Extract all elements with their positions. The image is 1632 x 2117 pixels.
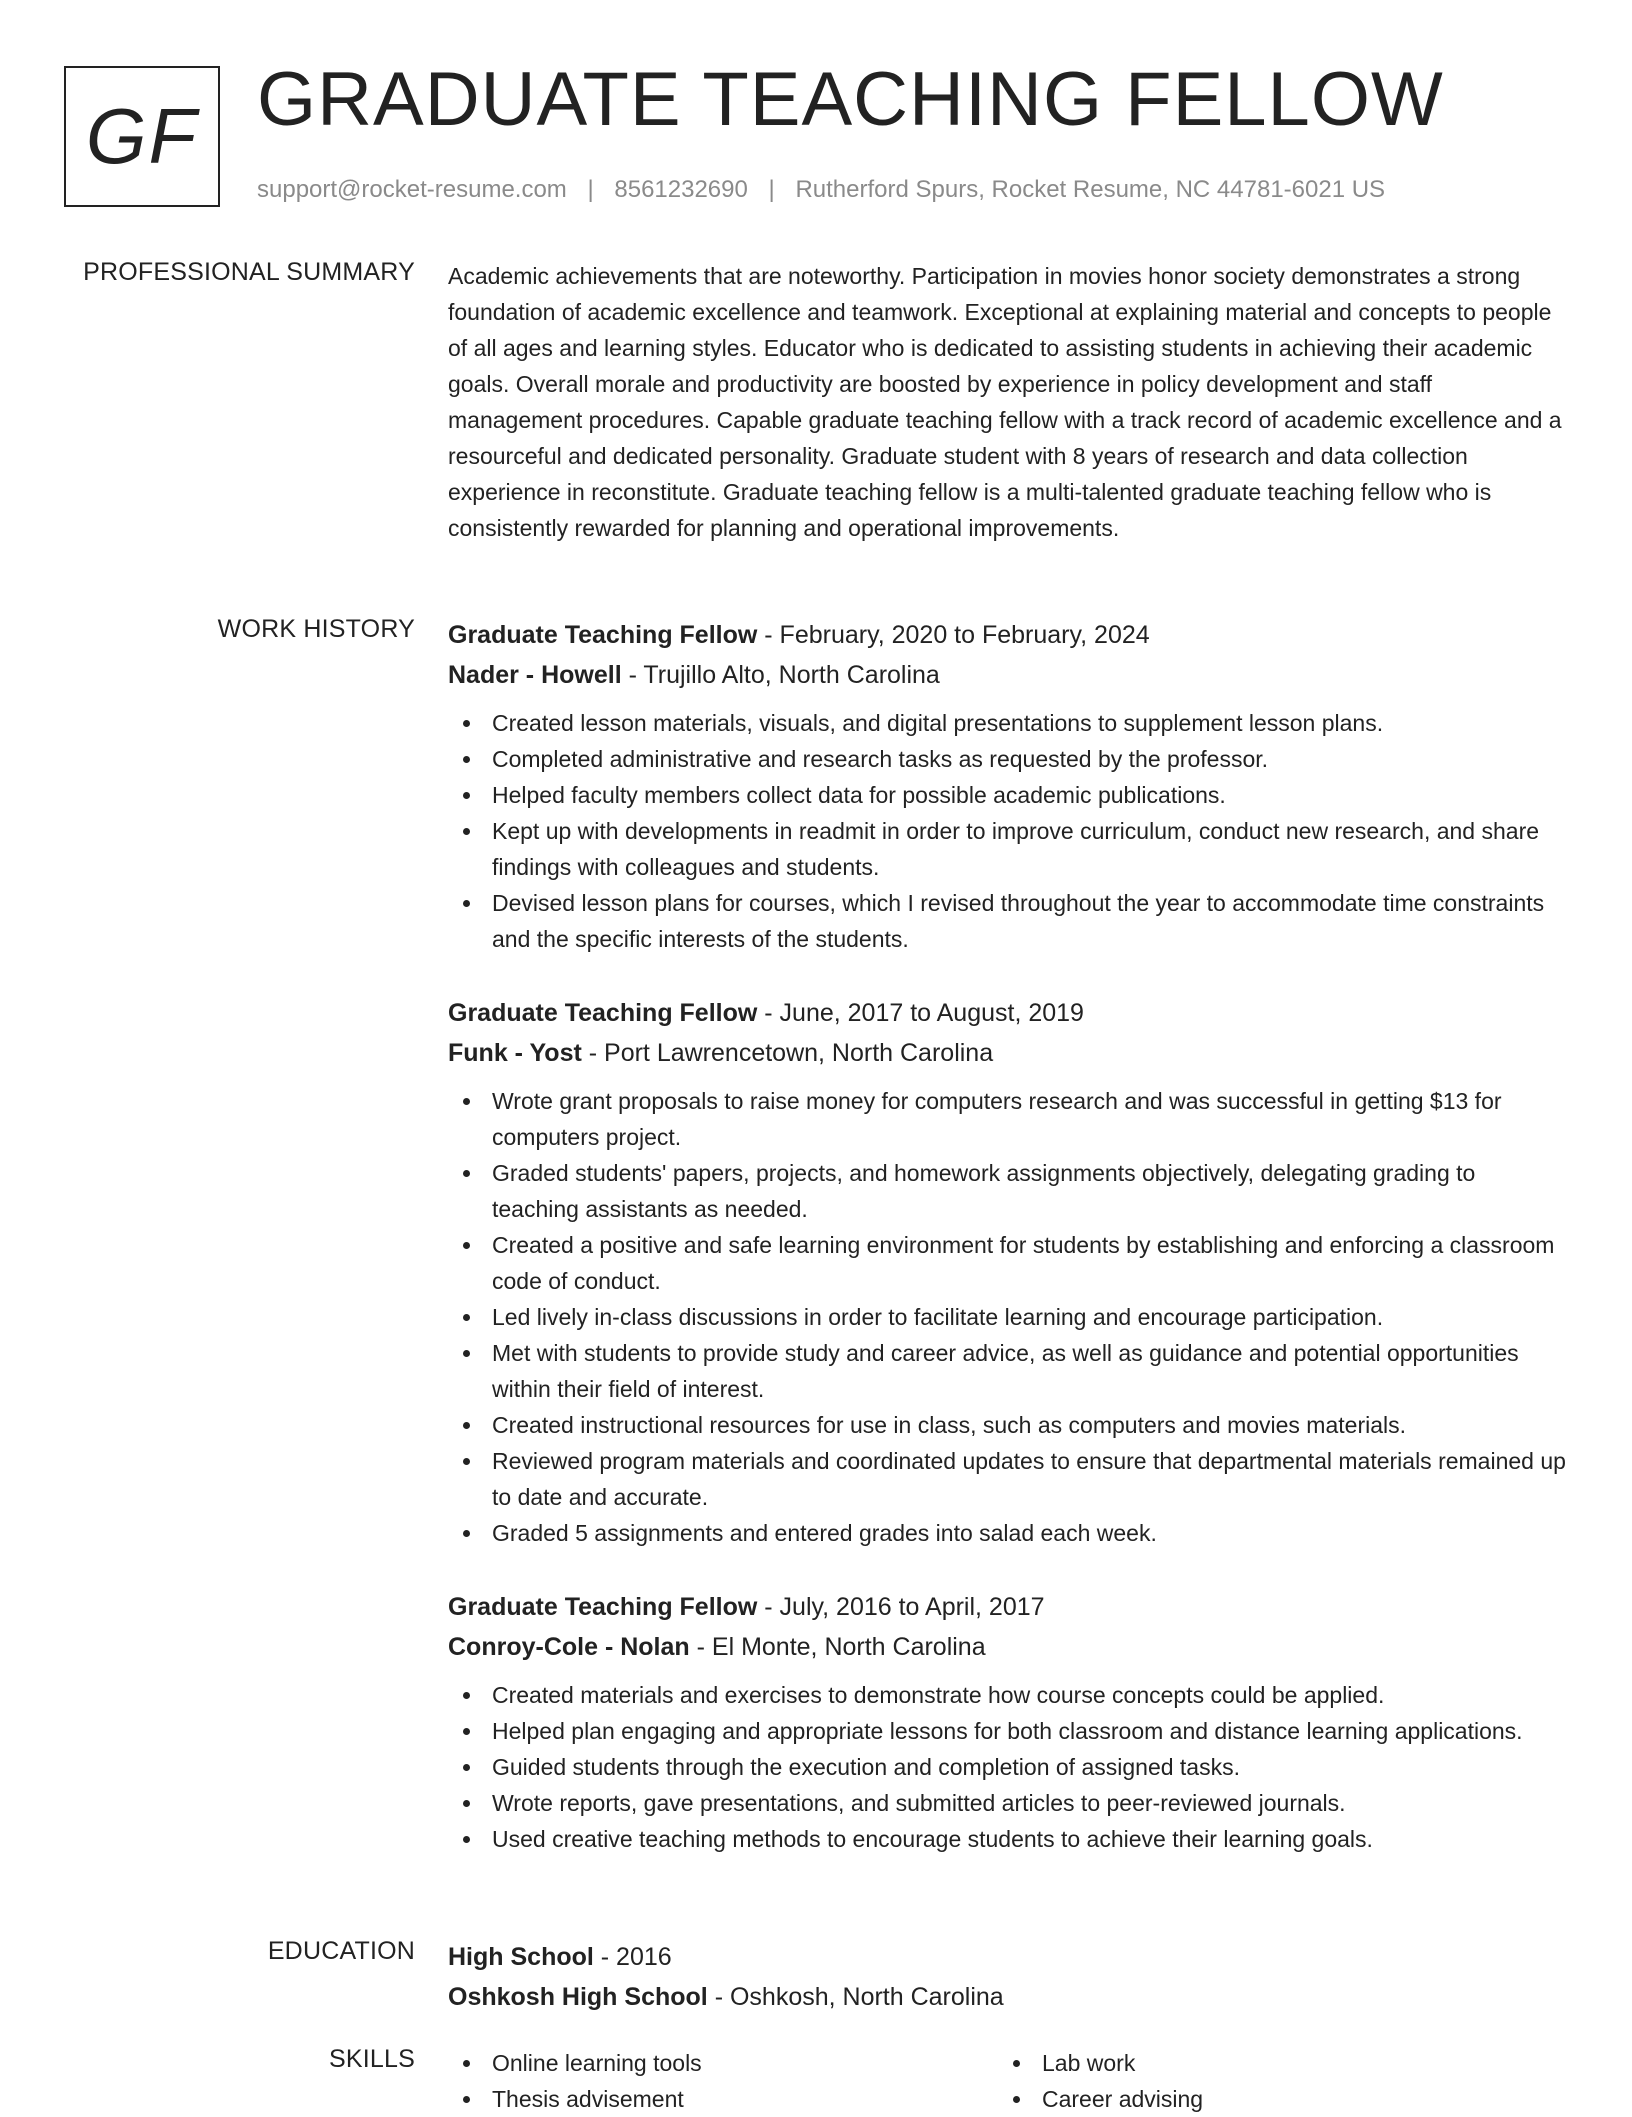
skills-column-right — [998, 2045, 1548, 2117]
job-entry — [448, 993, 1566, 1551]
list-item: Lab work — [1042, 2045, 1548, 2081]
job-bullets — [448, 705, 1566, 957]
job-entry — [448, 615, 1566, 957]
list-item: Created instructional resources for use in class, such as computers and movies materials. — [492, 1407, 1566, 1443]
resume-header — [64, 57, 1584, 216]
contact-separator: | — [587, 176, 594, 203]
job-entry — [448, 1587, 1566, 1857]
job-dates: - July, 2016 to April, 2017 — [757, 1593, 1045, 1621]
list-item: Completed administrative and research tasks as requested by the professor. — [492, 741, 1566, 777]
section-label-work-history: WORK HISTORY — [217, 615, 415, 643]
job-bullets — [448, 1677, 1566, 1857]
job-title-line — [448, 1587, 1566, 1627]
list-item: Created lesson materials, visuals, and digital presentations to supplement lesson plans. — [492, 705, 1566, 741]
job-bullets — [448, 1083, 1566, 1551]
list-item: Led lively in-class discussions in order to facilitate learning and encourage participation. — [492, 1299, 1566, 1335]
summary-text: Academic achievements that are noteworthy. Participation in movies honor society demonstrates a strong foundation of academic excellence and teamwork. Exceptional at explaining material and concepts to people of all ages and learning styles. Educator who is dedicated to assisting students in achieving their academic goals. Overall morale and productivity are boosted by experience in policy development and staff management procedures. Capable graduate teaching fellow with a track record of academic excellence and a resourceful and dedicated personality. Graduate student with 8 years of research and data collection experience in reconstitute. Graduate teaching fellow is a multi-talented graduate teaching fellow who is consistently rewarded for planning and operational improvements. — [448, 263, 1562, 541]
contact-address: Rutherford Spurs, Rocket Resume, NC 44781-6021 US — [795, 176, 1386, 203]
education-location: - Oshkosh, North Carolina — [707, 1983, 1004, 2011]
job-company: Funk - Yost — [448, 1039, 582, 1067]
summary-body — [448, 258, 1566, 546]
section-label-education: EDUCATION — [267, 1937, 415, 1965]
job-company-line — [448, 655, 1566, 695]
list-item: Online learning tools — [492, 2045, 998, 2081]
contact-phone[interactable]: 8561232690 — [614, 176, 748, 203]
resume-name: GRADUATE TEACHING FELLOW — [257, 57, 1444, 142]
list-item: Graded 5 assignments and entered grades into salad each week. — [492, 1515, 1566, 1551]
education-body — [448, 1937, 1566, 2017]
job-location: - Port Lawrencetown, North Carolina — [581, 1039, 994, 1067]
contact-separator: | — [768, 176, 775, 203]
section-label-summary: PROFESSIONAL SUMMARY — [83, 258, 415, 286]
job-dates: - February, 2020 to February, 2024 — [757, 621, 1150, 649]
job-company: Conroy-Cole - Nolan — [448, 1633, 690, 1661]
list-item: Helped faculty members collect data for possible academic publications. — [492, 777, 1566, 813]
job-title: Graduate Teaching Fellow — [448, 621, 758, 649]
job-title: Graduate Teaching Fellow — [448, 1593, 758, 1621]
job-location: - Trujillo Alto, North Carolina — [621, 661, 940, 689]
job-title-line — [448, 615, 1566, 655]
skills-body — [448, 2045, 1566, 2117]
list-item: Used creative teaching methods to encourage students to achieve their learning goals. — [492, 1821, 1566, 1857]
list-item: Thesis advisement — [492, 2081, 998, 2117]
list-item: Met with students to provide study and career advice, as well as guidance and potential opportunities within their field of interest. — [492, 1335, 1566, 1407]
education-school-line — [448, 1977, 1566, 2017]
list-item: Reviewed program materials and coordinated updates to ensure that departmental materials remained up to date and accurate. — [492, 1443, 1566, 1515]
job-company-line — [448, 1033, 1566, 1073]
contact-line — [257, 176, 1385, 204]
list-item: Created a positive and safe learning environment for students by establishing and enforcing a classroom code of conduct. — [492, 1227, 1566, 1299]
skills-grid — [448, 2045, 1566, 2117]
education-school: Oshkosh High School — [448, 1983, 708, 2011]
education-degree: High School — [448, 1943, 594, 1971]
job-title: Graduate Teaching Fellow — [448, 999, 758, 1027]
list-item: Kept up with developments in readmit in order to improve curriculum, conduct new research, and share findings with colleagues and students. — [492, 813, 1566, 885]
section-label-skills: SKILLS — [329, 2045, 415, 2073]
job-title-line — [448, 993, 1566, 1033]
work-history-body — [448, 615, 1566, 1893]
contact-email[interactable]: support@rocket-resume.com — [257, 176, 567, 203]
list-item: Created materials and exercises to demonstrate how course concepts could be applied. — [492, 1677, 1566, 1713]
job-company-line — [448, 1627, 1566, 1667]
list-item: Wrote grant proposals to raise money for computers research and was successful in getting $13 for computers project. — [492, 1083, 1566, 1155]
education-degree-line — [448, 1937, 1566, 1977]
skills-column-left — [448, 2045, 998, 2117]
monogram-badge: GF — [64, 66, 220, 207]
job-company: Nader - Howell — [448, 661, 622, 689]
job-dates: - June, 2017 to August, 2019 — [757, 999, 1084, 1027]
list-item: Career advising — [1042, 2081, 1548, 2117]
list-item: Guided students through the execution and completion of assigned tasks. — [492, 1749, 1566, 1785]
list-item: Devised lesson plans for courses, which I revised throughout the year to accommodate time constraints and the specific interests of the students. — [492, 885, 1566, 957]
list-item: Wrote reports, gave presentations, and submitted articles to peer-reviewed journals. — [492, 1785, 1566, 1821]
job-location: - El Monte, North Carolina — [689, 1633, 986, 1661]
education-year: - 2016 — [593, 1943, 672, 1971]
list-item: Graded students' papers, projects, and homework assignments objectively, delegating grading to teaching assistants as needed. — [492, 1155, 1566, 1227]
list-item: Helped plan engaging and appropriate lessons for both classroom and distance learning applications. — [492, 1713, 1566, 1749]
